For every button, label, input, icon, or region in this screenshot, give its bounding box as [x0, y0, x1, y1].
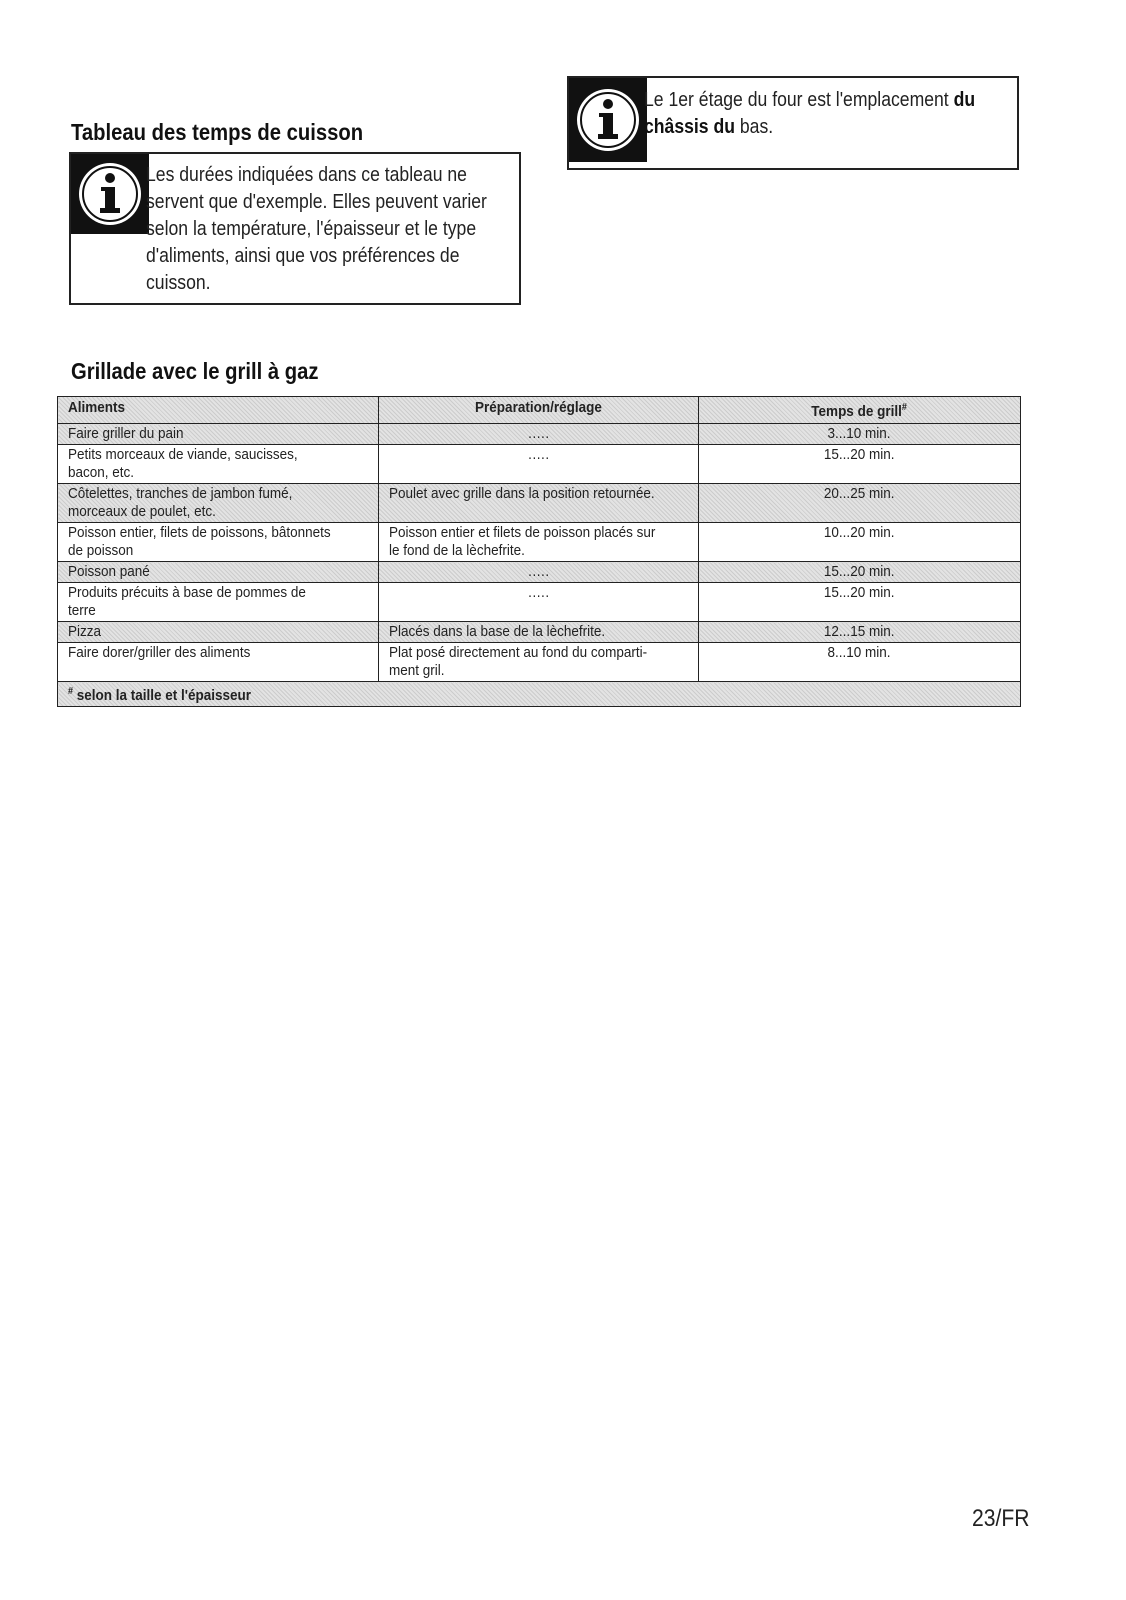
time-cell: 15...20 min. — [699, 445, 1021, 484]
prep-cell: Poisson entier et filets de poisson placés sur le fond de la lèchefrite. — [379, 523, 699, 562]
header-time: Temps de grill# — [699, 397, 1021, 424]
food-cell: Faire dorer/griller des aliments — [58, 643, 379, 682]
table-row — [58, 583, 1021, 622]
table-row — [58, 643, 1021, 682]
table-row — [58, 445, 1021, 484]
info-icon — [569, 78, 647, 162]
food-cell: Faire griller du pain — [58, 424, 379, 445]
time-cell: 3...10 min. — [699, 424, 1021, 445]
info-text-line: Les durées indiquées dans ce tableau ne — [146, 164, 467, 186]
header-prep: Préparation/réglage — [379, 397, 699, 424]
prep-cell: .…. — [379, 424, 699, 445]
info-text-line: cuisson. — [146, 272, 211, 294]
time-cell: 20...25 min. — [699, 484, 1021, 523]
info-note-oven-level — [567, 76, 1019, 170]
grill-table — [57, 396, 1021, 707]
info-note-cooking-times — [69, 152, 521, 305]
info-text-line: d'aliments, ainsi que vos préférences de — [146, 245, 460, 267]
prep-cell: .…. — [379, 445, 699, 484]
food-cell: Produits précuits à base de pommes de terre — [58, 583, 379, 622]
food-cell: Côtelettes, tranches de jambon fumé, morceaux de poulet, etc. — [58, 484, 379, 523]
info-icon — [71, 154, 149, 234]
prep-cell: .…. — [379, 562, 699, 583]
table-row — [58, 622, 1021, 643]
info-text-line: selon la température, l'épaisseur et le type — [146, 218, 477, 240]
table-row — [58, 424, 1021, 445]
prep-cell: Placés dans la base de la lèchefrite. — [379, 622, 699, 643]
food-cell: Petits morceaux de viande, saucisses, bacon, etc. — [58, 445, 379, 484]
grill-title: Grillade avec le grill à gaz — [71, 358, 319, 384]
table-row — [58, 523, 1021, 562]
time-cell: 8...10 min. — [699, 643, 1021, 682]
time-cell: 12...15 min. — [699, 622, 1021, 643]
info-text-line: Le 1er étage du four est l'emplacement du — [644, 89, 976, 111]
time-cell: 10...20 min. — [699, 523, 1021, 562]
prep-cell: Poulet avec grille dans la position retournée. — [379, 484, 699, 523]
info-text-line: servent que d'exemple. Elles peuvent varier — [146, 191, 487, 213]
section-title: Tableau des temps de cuisson — [71, 119, 364, 145]
table-row — [58, 484, 1021, 523]
info-text-line: châssis du bas. — [644, 116, 774, 138]
page-number: 23/FR — [972, 1505, 1030, 1532]
food-cell: Poisson entier, filets de poissons, bâtonnets de poisson — [58, 523, 379, 562]
food-cell: Pizza — [58, 622, 379, 643]
time-cell: 15...20 min. — [699, 562, 1021, 583]
prep-cell: .…. — [379, 583, 699, 622]
prep-cell: Plat posé directement au fond du comparti- ment gril. — [379, 643, 699, 682]
food-cell: Poisson pané — [58, 562, 379, 583]
table-footnote-row — [58, 682, 1021, 707]
footnote: # selon la taille et l'épaisseur — [58, 682, 1021, 707]
header-food: Aliments — [58, 397, 379, 424]
time-cell: 15...20 min. — [699, 583, 1021, 622]
table-row — [58, 562, 1021, 583]
table-header-row — [58, 397, 1021, 424]
